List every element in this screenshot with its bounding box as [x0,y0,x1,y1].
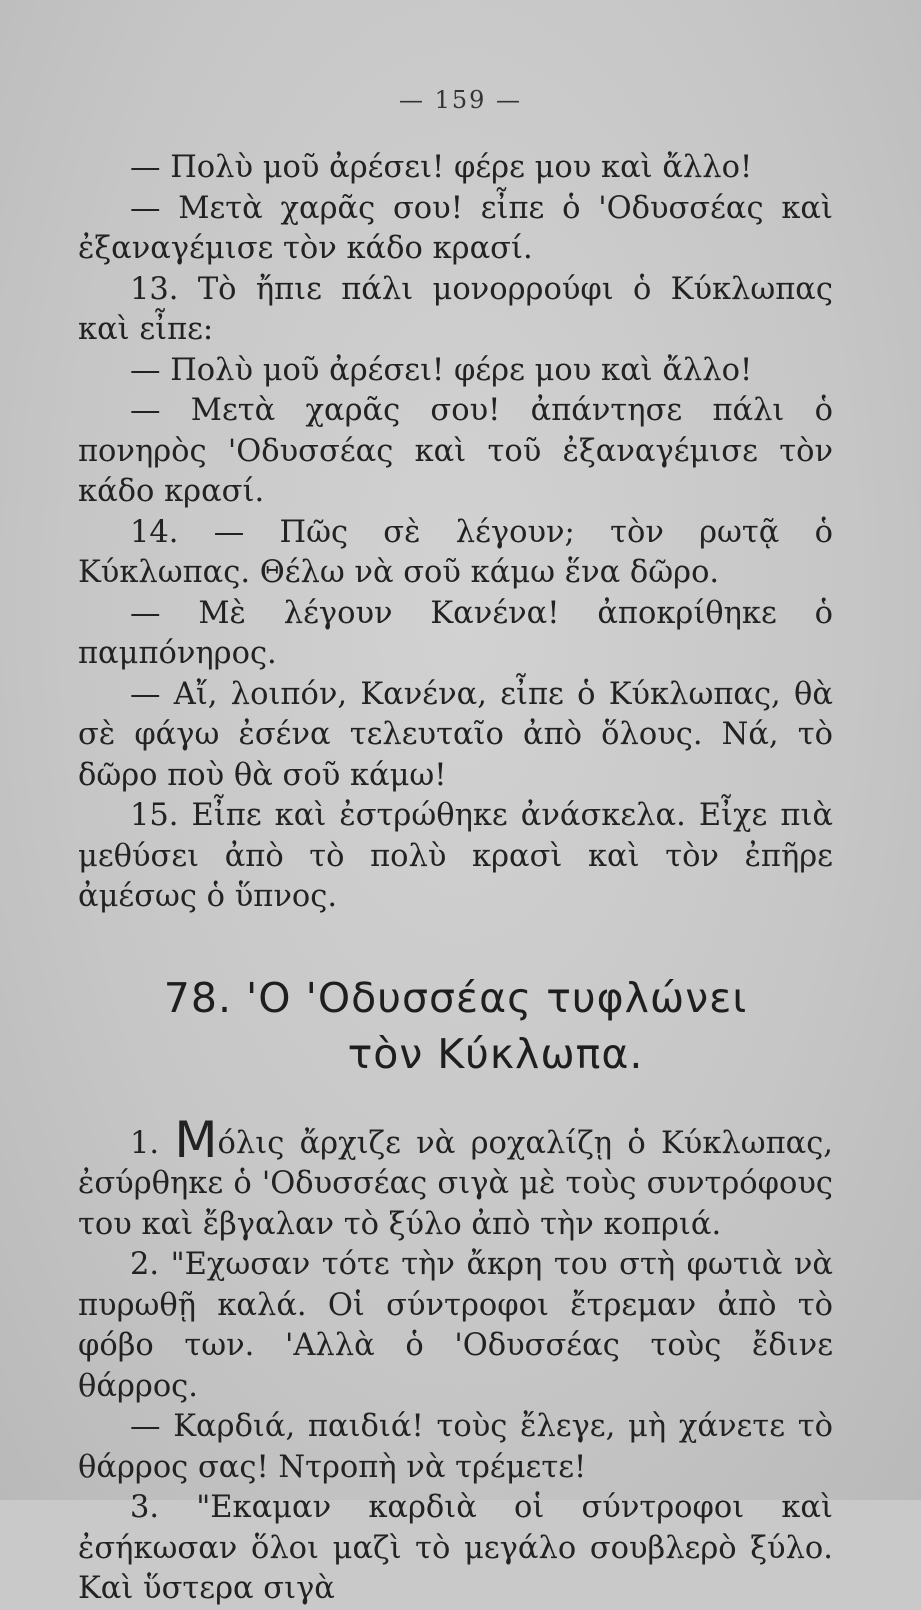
paragraph: — Μὲ λέγουν Κανένα! ἀποκρίθηκε ὁ παμπόνηρος. [78,595,833,671]
chapter-heading-line-2: τὸν Κύκλωπα. [347,1029,644,1078]
page-number: — 159 — [398,86,523,114]
paragraph: 13. Τὸ ἤπιε πάλι μονορρούφι ὁ Κύκλωπας καὶ εἶπε: [78,271,833,347]
body-text [78,148,833,1610]
drop-cap: Μ [174,1110,218,1169]
paragraph: 14. — Πῶς σὲ λέγουν; τὸν ρωτᾷ ὁ Κύκλωπας. Θέλω νὰ σοῦ κάμω ἕνα δῶρο. [78,514,833,590]
paragraph: — Αἴ, λοιπόν, Κανένα, εἶπε ὁ Κύκλωπας, θὰ σὲ φάγω ἐσένα τελευταῖο ἀπὸ ὅλους. Νά, τὸ δῶρο ποὺ θὰ σοῦ κάμω! [78,676,833,793]
paragraph: 2. "Εχωσαν τότε τὴν ἄκρη του στὴ φωτιὰ νὰ πυρωθῇ καλά. Οἱ σύντροφοι ἔτρεμαν ἀπὸ τὸ φόβο των. 'Αλλὰ ὁ 'Οδυσσέας τοὺς ἔδινε θάρρος. [78,1247,833,1404]
paragraph: 15. Εἶπε καὶ ἐστρώθηκε ἀνάσκελα. Εἶχε πιὰ μεθύσει ἀπὸ τὸ πολὺ κρασὶ καὶ τὸν ἐπῆρε ἀμέσως ὁ ὕπνος. [78,798,833,914]
paragraph: — Πολὺ μοῦ ἀρέσει! φέρε μου καὶ ἄλλο! [130,352,753,388]
paragraph: 3. "Εκαμαν καρδιὰ οἱ σύντροφοι καὶ ἐσήκωσαν ὅλοι μαζὶ τὸ μεγάλο σουβλερὸ ξύλο. Καὶ ὕστερα σιγὰ [78,1490,833,1606]
first-paragraph-text: όλις ἄρχιζε νὰ ροχαλίζῃ ὁ Κύκλωπας, ἐσύρθηκε ὁ 'Οδυσσέας σιγὰ μὲ τοὺς συντρόφους του καὶ ἔβγαλαν τὸ ξύλο ἀπὸ τὴν κοπριά. [78,1125,833,1242]
paragraphs-before-chapter [78,148,833,918]
paragraph: — Μετὰ χαρᾶς σου! ἀπάντησε πάλι ὁ πονηρὸς 'Οδυσσέας καὶ τοῦ ἐξαναγέμισε τὸν κάδο κρασί. [78,393,833,509]
chapter-heading [78,970,833,1082]
paragraph: — Πολὺ μοῦ ἀρέσει! φέρε μου καὶ ἄλλο! [130,150,753,185]
paragraphs-after-chapter [78,1245,833,1610]
chapter-heading-line-1: 78. 'Ο 'Οδυσσέας τυφλώνει [163,973,748,1022]
paragraph: — Μετὰ χαρᾶς σου! εἶπε ὁ 'Οδυσσέας καὶ ἐξαναγέμισε τὸν κάδο κρασί. [78,190,833,266]
paragraph: — Καρδιά, παιδιά! τοὺς ἔλεγε, μὴ χάνετε τὸ θάρρος σας! Ντροπὴ νὰ τρέμετε! [78,1409,833,1485]
first-paragraph [78,1110,833,1246]
paragraph-number: 1. [130,1125,160,1161]
